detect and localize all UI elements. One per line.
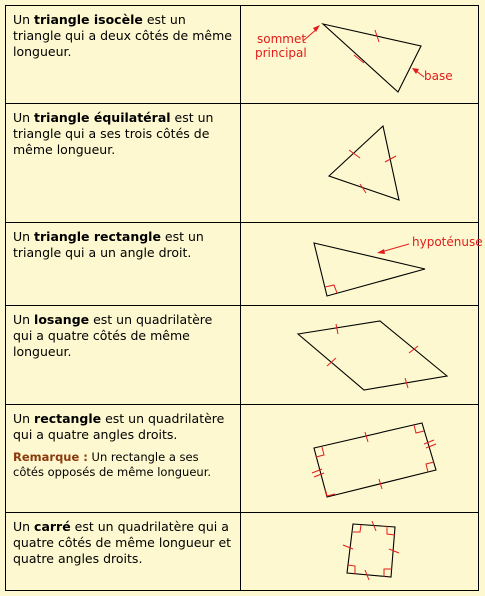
isosceles-diagram [241,6,485,104]
definition-pre: Un [13,519,35,534]
figure-rhombus [241,306,479,405]
tick-mark [365,432,368,442]
definition-post: est un quadrilatère qui a quatre côtés de même longueur et quatre angles droits. [13,519,232,566]
figure-square [241,513,479,591]
definition-right-triangle [6,223,241,306]
definition-pre: Un [13,12,35,27]
definition-equilateral [6,104,241,223]
right-angle-mark [325,285,337,293]
row-right-triangle [6,223,479,306]
definition-pre: Un [13,110,35,125]
definition-post: est un triangle qui a un angle droit. [13,229,204,260]
right-angle-mark [353,525,361,532]
right-triangle [314,243,425,296]
right-triangle-diagram [241,223,485,306]
remark [13,450,233,480]
remark-text: Un rectangle a ses côtés opposés de même longueur. [13,450,212,479]
tick-mark [349,150,360,158]
tick-mark [409,346,418,353]
equilateral-diagram [241,104,485,223]
rhombus [298,321,447,390]
shapes-table [5,5,483,591]
label-apex: sommet [257,32,307,46]
arrowhead-icon [412,68,419,74]
row-equilateral [6,104,479,223]
figure-rectangle [241,405,479,513]
term-rhombus: losange [34,312,90,327]
term-equilateral: triangle équilatéral [34,110,171,125]
label-base: base [424,69,453,83]
rhombus-diagram [241,306,485,405]
arrow-hypotenuse [381,244,409,252]
definition-post: est un quadrilatère qui a quatre angles droits. [13,411,225,442]
definition-isosceles [6,6,241,104]
tick-mark [389,549,399,553]
row-isosceles [6,6,479,104]
definition-rectangle [6,405,241,513]
definition-post: est un triangle qui a ses trois côtés de même longueur. [13,110,214,157]
term-square: carré [34,519,71,534]
label-hypotenuse: hypoténuse [412,235,483,249]
definition-post: est un triangle qui a deux côtés de même longueur. [13,12,232,59]
tick-mark [343,545,353,549]
right-angle-mark [316,447,324,457]
square-diagram [241,513,485,591]
definition-post: est un quadrilatère qui a quatre côtés de même longueur. [13,312,213,359]
tick-mark [314,473,324,477]
right-angle-mark [325,488,335,496]
isosceles-triangle [323,24,421,92]
row-square [6,513,479,591]
equilateral-triangle [329,126,399,200]
tick-mark [426,444,436,448]
figure-equilateral [241,104,479,223]
definition-rhombus [6,306,241,405]
definition-pre: Un [13,312,35,327]
arrowhead-icon [377,249,385,254]
definition-square [6,513,241,591]
rectangle-diagram [241,405,485,513]
term-right-triangle: triangle rectangle [34,229,161,244]
term-isosceles: triangle isocèle [34,12,143,27]
remark-label: Remarque : [13,450,88,464]
definition-pre: Un [13,411,35,426]
row-rhombus [6,306,479,405]
tick-mark [424,440,434,444]
label-apex-2: principal [255,46,307,60]
term-rectangle: rectangle [34,411,102,426]
rectangle [314,423,436,497]
row-rectangle [6,405,479,513]
tick-mark [336,324,338,334]
definition-pre: Un [13,229,35,244]
figure-isosceles [241,6,479,104]
figure-right-triangle [241,223,483,306]
